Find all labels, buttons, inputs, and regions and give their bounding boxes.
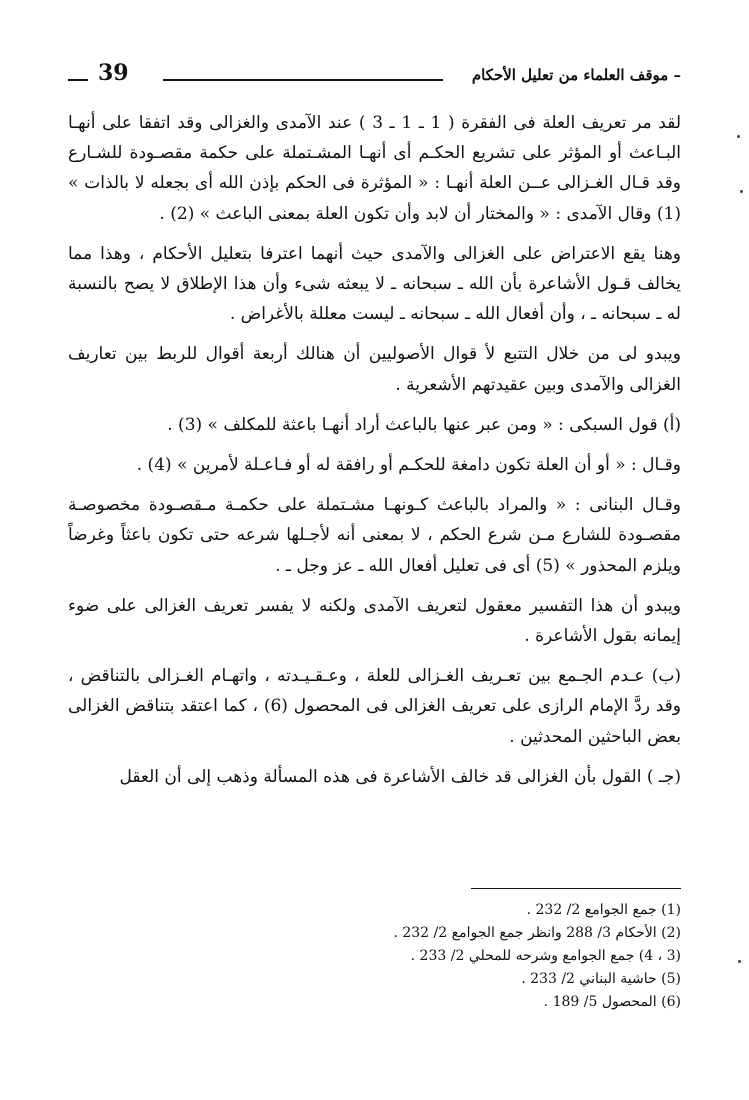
footnote-separator [471,888,681,889]
footnote-4: (5) حاشية البناني 2/ 233 . [521,971,681,987]
header-dash [68,79,88,81]
footnote-1: (1) جمع الجوامع 2/ 232 . [526,902,681,918]
scan-speck [740,190,743,193]
paragraph-3: ويبدو لى من خلال التتبع لأ قوال الأصوليين أن هنالك أربعة أقوال للربط بين تعاريف الغزالى والآمدى وبين عقيدتهم الأشعرية . [68,344,681,395]
paragraph-4: (أ) قول السبكى : « ومن عبر عنها بالباعث أراد أنهـا باعثة للمكلف » (3) . [167,414,681,435]
header-rule [163,79,443,81]
running-header [68,60,681,94]
page-number: 39 [98,60,129,86]
paragraph-8: (ب) عـدم الجـمع بين تعـريف الغـزالى للعلة ، وعـقـيـدته ، واتهـام الغـزالى بالتناقض ، وقد ردَّ الإمام الرازى على تعريف الغزالى فى المحصول (6) ، كما اعتقد بتناقض الغزالى بعض الباحثين المحدثين . [68,666,681,747]
paragraph-1: لقد مر تعريف العلة فى الفقرة ( 1 ـ 1 ـ 3 ) عند الآمدى والغزالى وقد اتفقا على أنهـا البـاعث أو المؤثر على تشريع الحكـم أى أنهـا المشـتملة على حكمة مقصـودة للشـارع وقد قـال الغـزالى عــن العلة أنهـا : « المؤثرة فى الحكم بإذن الله أى بجعله لا بالذات » (1) وقال الآمدى : « والمختار أن لابد وأن تكون العلة بمعنى الباعث » (2) . [68,113,681,224]
footnote-5: (6) المحصول 5/ 189 . [543,994,681,1010]
running-title: – موقف العلماء من تعليل الأحكام [471,66,681,84]
footnote-3: (3 ، 4) جمع الجوامع وشرحه للمحلي 2/ 233 . [410,948,681,964]
footnote-2: (2) الأحكام 3/ 288 وانظر جمع الجوامع 2/ 232 . [393,925,681,941]
paragraph-2: وهنا يقع الاعتراض على الغزالى والآمدى حيث أنهما اعترفا بتعليل الأحكام ، وهذا مما يخالف قـول الأشاعرة بأن الله ـ سبحانه ـ لا يبعثه شىء وأن هذا الإطلاق لا يصح بالنسبة له ـ سبحانه ـ ، وأن أفعال الله ـ سبحانه ـ ليست معللة بالأغراض . [68,243,681,325]
main-text [68,108,681,802]
paragraph-9: (جـ ) القول بأن الغزالى قد خالف الأشاعرة فى هذه المسألة وذهب إلى أن العقل [119,766,681,787]
footnotes [341,899,681,1014]
scan-speck [737,135,740,138]
scan-speck [738,960,741,963]
paragraph-6: وقـال البنانى : « والمراد بالباعث كـونهـا مشـتملة على حكمـة مـقصـودة مخصوصـة مقصـودة للشارع مـن شرع الحكم ، لا بمعنى أنه لأجـلها شرعه حتى تكون باعثاً وغرضاً ويلزم المحذور » (5) أى فى تعليل أفعال الله ـ عز وجل ـ . [68,495,681,576]
paragraph-5: وقـال : « أو أن العلة تكون دامغة للحكـم أو رافقة له أو فـاعـلة لأمرين » (4) . [136,455,681,476]
paragraph-7: ويبدو أن هذا التفسير معقول لتعريف الآمدى ولكنه لا يفسر تعريف الغزالى على ضوء إيمانه بقول الأشاعرة . [68,595,681,647]
